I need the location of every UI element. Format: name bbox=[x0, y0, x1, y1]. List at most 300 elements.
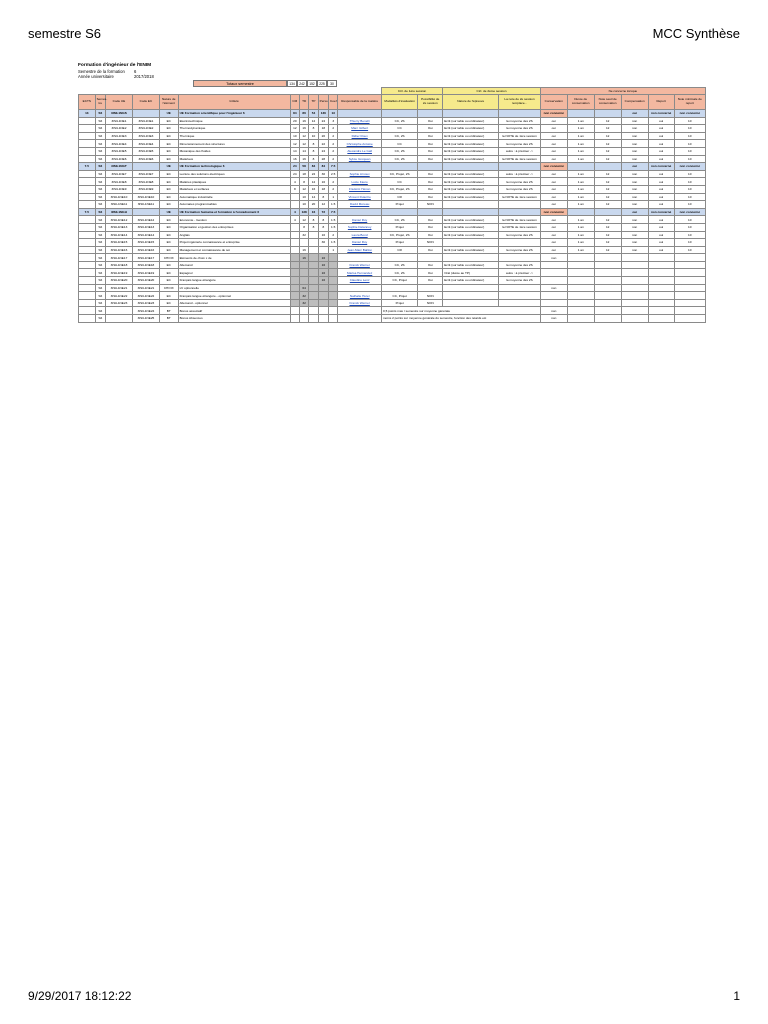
table-cell: non bbox=[540, 307, 567, 315]
table-cell[interactable]: Sylvie Grosjean bbox=[338, 155, 382, 163]
table-cell: non bbox=[621, 140, 648, 148]
table-cell bbox=[329, 307, 338, 315]
table-cell: 84 bbox=[309, 163, 318, 171]
table-cell: 1.5 bbox=[329, 223, 338, 231]
table-cell: Ecrit (sur table ou ordinateur) bbox=[443, 155, 499, 163]
table-row bbox=[79, 307, 706, 315]
table-cell: 16 bbox=[318, 269, 328, 277]
table-cell bbox=[309, 277, 318, 285]
table-cell: non bbox=[621, 185, 648, 193]
table-cell: non concerné bbox=[674, 208, 705, 216]
table-cell: S6 bbox=[95, 147, 105, 155]
table-cell: 12 bbox=[594, 239, 621, 247]
table-cell: 3ISIL1NE14 bbox=[105, 231, 132, 239]
table-cell: 32 bbox=[299, 292, 308, 300]
table-row bbox=[79, 147, 706, 155]
table-cell[interactable]: David Moreau bbox=[338, 201, 382, 209]
table-cell bbox=[299, 277, 308, 285]
group-conditions: Ne concerne lorsque bbox=[540, 88, 705, 95]
table-cell: EC bbox=[159, 132, 178, 140]
table-cell bbox=[329, 292, 338, 300]
table-cell: 8 bbox=[309, 140, 318, 148]
table-cell: EC bbox=[159, 185, 178, 193]
table-cell: Oui bbox=[418, 261, 443, 269]
table-cell bbox=[648, 254, 674, 262]
table-cell: non bbox=[621, 231, 648, 239]
table-cell: 1.5 bbox=[329, 216, 338, 224]
column-header: Compensation bbox=[621, 95, 648, 110]
table-cell: 30 bbox=[318, 170, 328, 178]
table-cell bbox=[290, 277, 299, 285]
table-cell: 10 bbox=[674, 125, 705, 133]
table-cell[interactable]: Vincent Dutertre bbox=[338, 193, 382, 201]
table-cell bbox=[338, 315, 382, 323]
table-cell: Ecrit (sur table ou ordinateur) bbox=[443, 216, 499, 224]
table-cell[interactable]: Jean-Marc Baillon bbox=[338, 246, 382, 254]
table-cell: CHOIX bbox=[159, 284, 178, 292]
table-cell: NON bbox=[418, 201, 443, 209]
table-cell: S6 bbox=[95, 307, 105, 315]
table-cell bbox=[79, 307, 96, 315]
table-cell: 1 an bbox=[567, 178, 594, 186]
table-cell: 4 bbox=[290, 178, 299, 186]
table-cell[interactable]: Lucie Faure bbox=[338, 178, 382, 186]
table-cell bbox=[443, 239, 499, 247]
table-cell bbox=[309, 261, 318, 269]
table-cell: 12 bbox=[299, 140, 308, 148]
table-cell: oui bbox=[621, 208, 648, 216]
total-perso: 225 bbox=[317, 80, 327, 87]
table-cell bbox=[540, 292, 567, 300]
table-cell: 3ISIL1NE24 bbox=[132, 307, 159, 315]
table-cell: S6 bbox=[95, 155, 105, 163]
table-cell: 20 bbox=[290, 117, 299, 125]
table-cell: 84 bbox=[318, 163, 328, 171]
table-cell bbox=[79, 277, 96, 285]
table-cell bbox=[499, 201, 541, 209]
table-cell: 3ISIL1NE21 bbox=[105, 284, 132, 292]
table-cell: 1 an bbox=[567, 246, 594, 254]
table-cell: CC, 2S bbox=[381, 147, 417, 155]
table-cell: Lecture des solutions électriques bbox=[178, 170, 290, 178]
table-cell: 16 bbox=[290, 155, 299, 163]
table-cell bbox=[499, 292, 541, 300]
table-cell bbox=[648, 307, 674, 315]
table-cell[interactable]: Daniel Roy bbox=[338, 216, 382, 224]
table-cell: 32 bbox=[299, 299, 308, 307]
table-cell[interactable]: Marc Gilbert bbox=[338, 125, 382, 133]
table-cell: Oui bbox=[418, 125, 443, 133]
table-cell: Oui bbox=[418, 223, 443, 231]
table-cell: 2 bbox=[329, 185, 338, 193]
table-cell bbox=[132, 208, 159, 216]
table-cell: Oui bbox=[418, 246, 443, 254]
table-cell[interactable]: Sophie Delannoy bbox=[338, 223, 382, 231]
table-cell[interactable]: Laura Bond bbox=[338, 231, 382, 239]
table-cell bbox=[290, 254, 299, 262]
table-cell bbox=[621, 315, 648, 323]
table-cell: Oui bbox=[418, 132, 443, 140]
table-cell: NON bbox=[418, 239, 443, 247]
table-cell bbox=[290, 201, 299, 209]
table-cell[interactable]: Daniel Roy bbox=[338, 239, 382, 247]
table-cell: 1 an bbox=[567, 223, 594, 231]
table-cell: 2 bbox=[329, 140, 338, 148]
table-cell: Thermique bbox=[178, 132, 290, 140]
table-cell: Oral (durée au TP) bbox=[443, 269, 499, 277]
table-cell: la NOTE de 1ère session bbox=[499, 193, 541, 201]
table-cell: non concerné bbox=[540, 110, 567, 118]
table-cell: 1 an bbox=[567, 132, 594, 140]
table-row bbox=[79, 254, 706, 262]
table-cell: 12 bbox=[594, 201, 621, 209]
table-cell[interactable]: Frédéric Hénon bbox=[338, 185, 382, 193]
table-cell: 3ISIL1NGT bbox=[105, 163, 132, 171]
table-cell bbox=[674, 292, 705, 300]
table-cell: 16 bbox=[299, 246, 308, 254]
table-cell bbox=[594, 269, 621, 277]
table-cell bbox=[309, 292, 318, 300]
table-cell: EC bbox=[159, 277, 178, 285]
table-cell: oui bbox=[540, 125, 567, 133]
table-cell: 3ISIL1NE20 bbox=[105, 277, 132, 285]
table-cell: la moyenne des 2S bbox=[499, 246, 541, 254]
table-cell bbox=[309, 315, 318, 323]
table-cell bbox=[648, 269, 674, 277]
table-cell: 12 bbox=[594, 231, 621, 239]
table-cell: 1 an bbox=[567, 140, 594, 148]
table-cell: S6 bbox=[95, 170, 105, 178]
table-cell: oui bbox=[621, 110, 648, 118]
column-header: TD bbox=[299, 95, 308, 110]
table-cell: Oui bbox=[418, 170, 443, 178]
table-cell: S6 bbox=[95, 254, 105, 262]
print-header-semester: semestre S6 bbox=[28, 26, 101, 41]
table-cell bbox=[290, 292, 299, 300]
table-cell: EC bbox=[159, 155, 178, 163]
table-cell: Oui bbox=[418, 140, 443, 148]
table-cell: non concerné bbox=[540, 208, 567, 216]
table-cell bbox=[318, 307, 328, 315]
table-cell: 10 bbox=[299, 201, 308, 209]
table-cell: 8 bbox=[309, 147, 318, 155]
table-cell: CC, Projet, 2S bbox=[381, 170, 417, 178]
table-cell bbox=[329, 254, 338, 262]
table-cell: Projet bbox=[381, 223, 417, 231]
table-cell: LV optionnelle bbox=[178, 284, 290, 292]
table-cell: S6 bbox=[95, 201, 105, 209]
table-cell bbox=[594, 261, 621, 269]
table-cell: 1 bbox=[329, 246, 338, 254]
table-cell: 3ISIL1NE13 bbox=[132, 223, 159, 231]
table-cell: 3ISIL1NE7 bbox=[105, 170, 132, 178]
table-cell bbox=[329, 261, 338, 269]
table-cell: 3ISIL1NE17 bbox=[105, 254, 132, 262]
column-header: Nature de l'épreuve bbox=[443, 95, 499, 110]
table-cell: 2 bbox=[329, 155, 338, 163]
table-cell: non bbox=[621, 193, 648, 201]
table-cell: 3ISIL1NE15 bbox=[105, 239, 132, 247]
table-cell bbox=[318, 315, 328, 323]
table-cell: 24 bbox=[318, 147, 328, 155]
ue-row bbox=[79, 110, 706, 118]
table-cell: S6 bbox=[95, 125, 105, 133]
table-cell bbox=[594, 299, 621, 307]
table-cell: EC bbox=[159, 140, 178, 148]
table-cell bbox=[594, 277, 621, 285]
table-cell: non bbox=[621, 117, 648, 125]
table-cell: Anglais bbox=[178, 231, 290, 239]
table-cell bbox=[443, 284, 499, 292]
table-cell bbox=[309, 239, 318, 247]
table-cell: S6 bbox=[95, 132, 105, 140]
table-cell: EC bbox=[159, 147, 178, 155]
table-cell bbox=[79, 269, 96, 277]
table-cell: 12 bbox=[594, 193, 621, 201]
table-cell bbox=[338, 110, 382, 118]
total-td: 242 bbox=[297, 80, 307, 87]
column-header: Coef bbox=[329, 95, 338, 110]
table-cell bbox=[418, 163, 443, 171]
table-cell: 24 bbox=[290, 163, 299, 171]
table-cell: BT bbox=[159, 307, 178, 315]
table-cell: Ecrit (sur table ou ordinateur) bbox=[443, 231, 499, 239]
table-cell: oui bbox=[540, 147, 567, 155]
table-cell: 8 bbox=[318, 193, 328, 201]
table-cell bbox=[594, 110, 621, 118]
table-cell: S6 bbox=[95, 223, 105, 231]
table-cell: non bbox=[621, 246, 648, 254]
table-cell bbox=[418, 110, 443, 118]
table-cell[interactable]: Sophie Arnoux bbox=[338, 170, 382, 178]
table-cell bbox=[594, 208, 621, 216]
table-cell bbox=[79, 315, 96, 323]
table-cell: 13 bbox=[79, 110, 96, 118]
table-cell bbox=[443, 110, 499, 118]
table-cell: 10 bbox=[674, 223, 705, 231]
table-cell: la NOTE de 1ère session bbox=[499, 155, 541, 163]
column-header: Note minimale de report bbox=[674, 95, 705, 110]
table-cell: la NOTE de 1ère session bbox=[499, 223, 541, 231]
table-cell bbox=[443, 254, 499, 262]
table-cell: UE bbox=[159, 208, 178, 216]
table-cell: 3ISIL1NE1 bbox=[105, 117, 132, 125]
table-cell: 3ISIL1NE4 bbox=[132, 140, 159, 148]
table-cell bbox=[79, 201, 96, 209]
table-cell: CC, 2S bbox=[381, 261, 417, 269]
table-cell: oui bbox=[540, 132, 567, 140]
group-first-session: Ctrl. de 1ère session bbox=[381, 88, 442, 95]
table-cell bbox=[594, 163, 621, 171]
table-cell: la NOTE de 1ère session bbox=[499, 216, 541, 224]
table-cell bbox=[540, 277, 567, 285]
table-row bbox=[79, 277, 706, 285]
table-cell: moins 2 points sur moyenne générale du semestre, fonction des retards etc bbox=[381, 315, 540, 323]
table-cell: 10 bbox=[674, 132, 705, 140]
table-cell bbox=[338, 208, 382, 216]
table-cell: Espagnol bbox=[178, 269, 290, 277]
table-cell: 12 bbox=[594, 117, 621, 125]
table-cell: Ecrit (sur table ou ordinateur) bbox=[443, 223, 499, 231]
table-cell bbox=[79, 216, 96, 224]
table-cell bbox=[499, 208, 541, 216]
table-cell bbox=[79, 132, 96, 140]
table-cell bbox=[567, 284, 594, 292]
table-cell: oui bbox=[648, 185, 674, 193]
table-cell: oui bbox=[648, 170, 674, 178]
table-cell bbox=[567, 277, 594, 285]
table-cell bbox=[499, 284, 541, 292]
table-cell: 3ISIL1NE25 bbox=[132, 315, 159, 323]
table-cell bbox=[309, 307, 318, 315]
table-cell bbox=[567, 261, 594, 269]
table-cell: 3ISIL1NE22 bbox=[105, 292, 132, 300]
table-cell: S6 bbox=[95, 292, 105, 300]
table-cell: 16 bbox=[318, 277, 328, 285]
table-cell: EC bbox=[159, 299, 178, 307]
table-cell: S6 bbox=[95, 277, 105, 285]
table-cell bbox=[540, 261, 567, 269]
table-cell: 12 bbox=[594, 223, 621, 231]
table-cell: oui bbox=[540, 201, 567, 209]
table-cell bbox=[648, 315, 674, 323]
table-cell: non bbox=[621, 170, 648, 178]
table-cell bbox=[132, 163, 159, 171]
year-value: 2017/2018 bbox=[134, 74, 154, 80]
table-cell[interactable]: Alexandre Le Gall bbox=[338, 147, 382, 155]
table-cell: 8 bbox=[318, 223, 328, 231]
table-cell: 1 bbox=[329, 193, 338, 201]
table-cell bbox=[621, 292, 648, 300]
table-cell: oui bbox=[648, 201, 674, 209]
table-cell bbox=[290, 231, 299, 239]
table-cell bbox=[594, 254, 621, 262]
column-header: Possibilité de 2e session bbox=[418, 95, 443, 110]
table-cell bbox=[648, 299, 674, 307]
table-cell bbox=[309, 299, 318, 307]
table-cell: EC bbox=[159, 193, 178, 201]
table-cell: 12 bbox=[309, 117, 318, 125]
table-cell: 3ISIL1NE10 bbox=[132, 193, 159, 201]
table-cell: Ecrit (sur table ou ordinateur) bbox=[443, 185, 499, 193]
table-cell: Oui bbox=[418, 216, 443, 224]
table-cell[interactable]: Franck Werner bbox=[338, 261, 382, 269]
table-cell: NON bbox=[418, 299, 443, 307]
table-cell: 3ISIL1NE8 bbox=[105, 178, 132, 186]
table-cell[interactable]: Claudine Lenz bbox=[338, 277, 382, 285]
table-cell: 20 bbox=[309, 201, 318, 209]
table-cell: EC bbox=[159, 269, 178, 277]
table-cell: 3ISIL1NE18 bbox=[105, 261, 132, 269]
table-cell: Ecrit (sur table ou ordinateur) bbox=[443, 147, 499, 155]
table-cell bbox=[299, 261, 308, 269]
table-cell: 32 bbox=[299, 231, 308, 239]
table-cell bbox=[79, 223, 96, 231]
table-cell: 58 bbox=[299, 163, 308, 171]
table-cell: CC, Projet bbox=[381, 292, 417, 300]
table-cell: Oui bbox=[418, 277, 443, 285]
table-cell: Dimensionnement des structures bbox=[178, 140, 290, 148]
table-cell bbox=[105, 315, 132, 323]
table-cell bbox=[418, 254, 443, 262]
table-cell: 16 bbox=[299, 117, 308, 125]
table-cell: 18 bbox=[318, 185, 328, 193]
table-cell: 3ISIL1NE21 bbox=[132, 284, 159, 292]
table-cell: non bbox=[540, 254, 567, 262]
table-cell: 3ISIL1NE3 bbox=[105, 132, 132, 140]
table-cell[interactable]: Franck Werner bbox=[338, 299, 382, 307]
table-cell: 86 bbox=[299, 110, 308, 118]
table-cell: S6 bbox=[95, 163, 105, 171]
semester-label: Semestre de la formation bbox=[78, 68, 125, 74]
table-cell: EC bbox=[159, 223, 178, 231]
table-cell: 16 bbox=[318, 231, 328, 239]
table-cell: 7.5 bbox=[79, 208, 96, 216]
table-cell: la moyenne des 2S bbox=[499, 178, 541, 186]
sheet-meta bbox=[78, 63, 706, 80]
table-cell: NON bbox=[418, 292, 443, 300]
table-row bbox=[79, 132, 706, 140]
table-cell: non concerné bbox=[674, 163, 705, 171]
table-cell bbox=[443, 201, 499, 209]
table-cell bbox=[499, 110, 541, 118]
table-cell[interactable]: Marisa Hernandez bbox=[338, 269, 382, 277]
table-cell: CC, Projet, 2S bbox=[381, 231, 417, 239]
table-cell: Oui bbox=[418, 193, 443, 201]
table-cell: Français langue étrangère bbox=[178, 277, 290, 285]
table-cell bbox=[418, 208, 443, 216]
table-cell: Ecrit (sur table ou ordinateur) bbox=[443, 170, 499, 178]
table-cell bbox=[443, 292, 499, 300]
table-cell bbox=[499, 254, 541, 262]
table-cell: oui bbox=[648, 216, 674, 224]
table-cell: 64 bbox=[299, 284, 308, 292]
table-row bbox=[79, 223, 706, 231]
table-cell: non bbox=[540, 284, 567, 292]
table-cell: non bbox=[621, 239, 648, 247]
table-cell: 16 bbox=[299, 155, 308, 163]
table-cell[interactable]: Didier Roux bbox=[338, 132, 382, 140]
table-cell: 8 bbox=[309, 216, 318, 224]
table-cell: 12 bbox=[318, 201, 328, 209]
table-cell: Matières plastiques bbox=[178, 178, 290, 186]
table-cell bbox=[499, 163, 541, 171]
table-cell: 2 bbox=[329, 132, 338, 140]
table-cell: 8 bbox=[318, 216, 328, 224]
table-cell[interactable]: Thierry Benelli bbox=[338, 117, 382, 125]
table-cell bbox=[79, 299, 96, 307]
table-cell: 3ISIL1NE4 bbox=[105, 140, 132, 148]
year-label: Année universitaire bbox=[78, 74, 114, 80]
table-cell: autre : à préciser -> bbox=[499, 170, 541, 178]
table-cell: Oui bbox=[418, 269, 443, 277]
column-header: Perso bbox=[318, 95, 328, 110]
table-cell: 3ISIL1NE2 bbox=[132, 125, 159, 133]
table-row bbox=[79, 201, 706, 209]
table-cell: 18 bbox=[318, 125, 328, 133]
table-cell: Matériaux bbox=[178, 155, 290, 163]
table-cell: 3ISIL1NE20 bbox=[132, 277, 159, 285]
table-cell: 8 bbox=[309, 125, 318, 133]
table-cell: EC bbox=[159, 201, 178, 209]
table-row bbox=[79, 299, 706, 307]
table-cell: 54 bbox=[309, 110, 318, 118]
table-cell bbox=[338, 254, 382, 262]
table-cell: 12 bbox=[594, 155, 621, 163]
table-cell[interactable]: Nathalie Hurel bbox=[338, 292, 382, 300]
table-cell[interactable]: Christophe Antoine bbox=[338, 140, 382, 148]
table-cell: 3ISIL1NE5 bbox=[105, 147, 132, 155]
